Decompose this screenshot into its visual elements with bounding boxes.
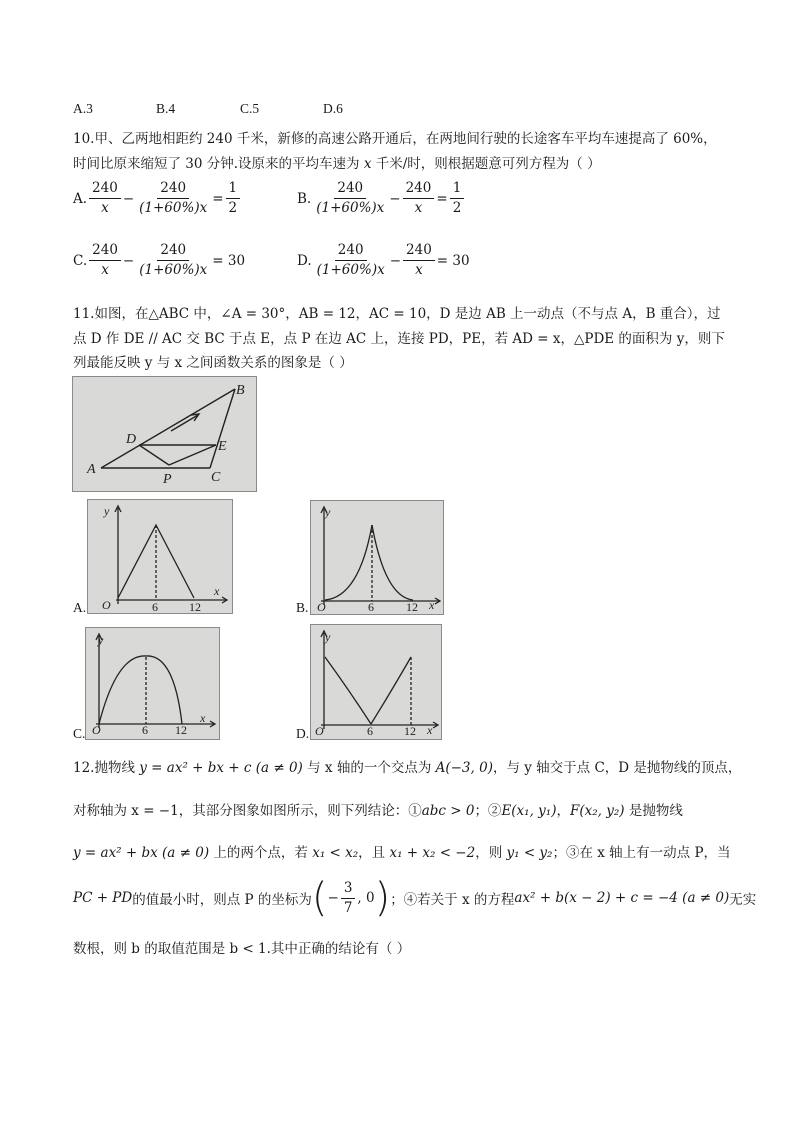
q12-stem-line3: y = ax² + bx (a ≠ 0) 上的两个点，若 x₁ < x₂，且 x₁ + x₂ < −2，则 y₁ < y₂；③在 x 轴上有一动点 P，当	[73, 845, 731, 861]
fraction: $\frac{1}{2}$	[226, 180, 241, 217]
fraction: $\frac{240}{(1+60\%)x}$	[316, 180, 385, 216]
q11-graph-a[interactable]	[87, 499, 233, 614]
q10-stem-line1: 10.甲、乙两地相距约 240 千米，新修的高速公路开通后，在两地间行驶的长途客车平均车速提高了 60%，	[73, 131, 717, 147]
triangle-figure	[72, 376, 257, 492]
q12-stem-line5: 数根，则 b 的取值范围是 b < 1.其中正确的结论有（ ）	[73, 941, 411, 957]
q10-option-a[interactable]: A. $\frac{240}{x}$ − $\frac{240}{(1+60\%)x}$ = $\frac{1}{2}$	[73, 180, 242, 217]
fraction: $\frac{240}{x}$	[403, 180, 435, 217]
q9-option-d[interactable]: D.6	[323, 101, 343, 116]
svg-text:x: x	[214, 584, 220, 598]
fraction: $\frac{240}{(1+60\%)x}$	[139, 180, 208, 216]
svg-text:y: y	[104, 504, 110, 518]
svg-text:x: x	[427, 723, 433, 737]
svg-text:6: 6	[367, 724, 373, 738]
svg-text:6: 6	[142, 723, 148, 737]
fraction: $\frac{240}{x}$	[89, 180, 121, 217]
fraction: $\frac{240}{(1+60\%)x}$	[316, 242, 385, 278]
q11-stem-line1: 11.如图，在△ABC 中，∠A = 30°，AB = 12，AC = 10，D 是边 AB 上一动点（不与点 A，B 重合），过	[73, 306, 721, 322]
q11-option-d-label[interactable]: D.	[296, 726, 310, 741]
option-label: B.	[297, 190, 312, 207]
label-a: A	[87, 462, 96, 477]
q11-option-c-label[interactable]: C.	[73, 726, 86, 741]
svg-text:O: O	[317, 600, 326, 614]
q10-option-c[interactable]: C. $\frac{240}{x}$ − $\frac{240}{(1+60\%)x}$ = 30	[73, 242, 246, 278]
svg-text:6: 6	[152, 600, 158, 613]
label-e: E	[218, 439, 227, 454]
svg-text:6: 6	[368, 600, 374, 614]
svg-text:12: 12	[406, 600, 418, 614]
svg-text:y: y	[325, 505, 331, 519]
option-label: C.	[73, 252, 88, 269]
svg-text:O: O	[315, 724, 324, 738]
label-c: C	[211, 470, 221, 485]
fraction: $\frac{240}{(1+60\%)x}$	[139, 242, 208, 278]
fraction: $\frac{240}{x}$	[89, 242, 121, 279]
svg-text:y: y	[325, 630, 331, 644]
svg-text:12: 12	[404, 724, 416, 738]
label-p: P	[163, 472, 172, 487]
q12-stem-line1: 12.抛物线 y = ax² + bx + c (a ≠ 0) 与 x 轴的一个交点为 A(−3, 0)，与 y 轴交于点 C，D 是抛物线的顶点，	[73, 760, 742, 776]
svg-text:x: x	[200, 711, 206, 725]
q12-stem-line4: PC + PD 的值最小时，则点 P 的坐标为 ( − $\frac{3}{7}$ , 0 ) ；④若关于 x 的方程 ax² + b(x − 2) + c = −4 (a ≠ 0) 无实	[73, 875, 757, 921]
q10-option-b[interactable]: B. $\frac{240}{(1+60\%)x}$ − $\frac{240}{x}$ = $\frac{1}{2}$	[297, 180, 466, 217]
fraction: $\frac{240}{x}$	[403, 242, 435, 279]
svg-text:y: y	[98, 633, 104, 647]
q11-stem-line3: 列最能反映 y 与 x 之间函数关系的图象是（ ）	[73, 355, 353, 371]
option-label: D.	[297, 252, 312, 269]
q10-stem-line2: 时间比原来缩短了 30 分钟.设原来的平均车速为 x 千米/时，则根据题意可列方程为（ ）	[73, 156, 601, 172]
q11-option-a-label[interactable]: A.	[73, 600, 87, 615]
q10-option-d[interactable]: D. $\frac{240}{(1+60\%)x}$ − $\frac{240}{x}$ = 30	[297, 242, 470, 278]
svg-text:12: 12	[189, 600, 201, 613]
svg-text:12: 12	[175, 723, 187, 737]
svg-text:x: x	[429, 598, 435, 612]
fraction: $\frac{1}{2}$	[450, 180, 465, 217]
q11-stem-line2: 点 D 作 DE // AC 交 BC 于点 E，点 P 在边 AC 上，连接 PD，PE，若 AD = x，△PDE 的面积为 y，则下	[73, 331, 725, 347]
q11-option-b-label[interactable]: B.	[296, 600, 309, 615]
option-label: A.	[73, 190, 88, 207]
q11-graph-c[interactable]	[85, 627, 220, 740]
label-d: D	[126, 432, 137, 447]
svg-text:O: O	[92, 723, 101, 737]
q11-graph-d[interactable]	[310, 624, 442, 740]
q9-option-b[interactable]: B.4	[156, 101, 176, 116]
svg-text:O: O	[102, 598, 111, 612]
fraction: $\frac{3}{7}$	[341, 880, 356, 917]
q12-stem-line2: 对称轴为 x = −1，其部分图象如图所示，则下列结论：①abc > 0；②E(x₁, y₁)，F(x₂, y₂) 是抛物线	[73, 803, 683, 819]
q11-graph-b[interactable]	[310, 500, 444, 615]
q9-option-a[interactable]: A.3	[73, 101, 93, 116]
label-b: B	[236, 383, 245, 398]
q9-option-c[interactable]: C.5	[240, 101, 260, 116]
